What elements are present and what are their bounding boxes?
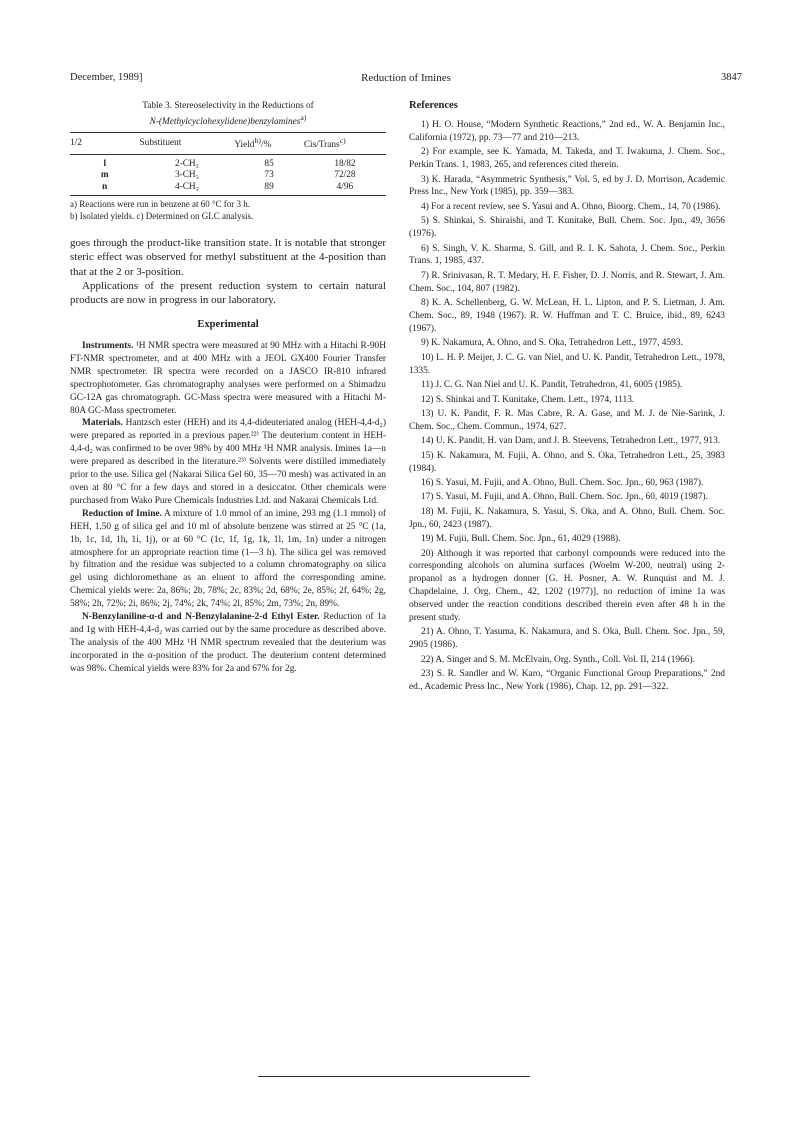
reference-item: 3) K. Harada, “Asymmetric Synthesis,” Vol. 5, ed by J. D. Morrison, Academic Press Inc., New York (1985), pp. 359—383. (409, 174, 725, 198)
table-caption-line1: Table 3. Stereoselectivity in the Reductions of (142, 101, 314, 111)
col-header-yield: Yield$^{b)}$/% (234, 133, 304, 155)
row-id: n (70, 182, 140, 196)
reference-item: 11) J. C. G. Nan Niel and U. K. Pandit, Tetrahedron, 41, 6005 (1985). (421, 380, 683, 391)
reference-item: 7) R. Srinivasan, R. T. Medary, H. F. Fisher, D. J. Norris, and R. Stewart, J. Am. Chem. Soc., 104, 807 (1982). (409, 270, 725, 294)
table-row (70, 182, 386, 196)
reference-item: 4) For a recent review, see S. Yasui and A. Ohno, Bioorg. Chem., 14, 70 (1986). (421, 201, 721, 212)
paragraph-text: A mixture of 1.0 mmol of an imine, 293 mg (1.1 mmol) of HEH, 1.50 g of silica gel and 10 ml of absolute benzene was stirred at 25 °C (1a, 1b, 1c, 1d, 1h, 1i, 1j), or at 60 °C (1c, 1f, 1g, 1k, 1l, 1m, 1n) under a nitrogen atmosphere for an appropriate reaction time (1—3 h). The silica gel was removed by filtration and the residue was subjected to a column chromatography on silica gel using dichloromethane as an eluent to afford the corresponding amine. Chemical yields were: 2a, 86%; 2b, 78%; 2c, 83%; 2d, 68%; 2e, 85%; 2f, 64%; 2g, 58%; 2h, 72%; 2i, 86%; 2j, 74%; 2k, 74%; 2l, 85%; 2m, 73%; 2n, 89%. (70, 508, 386, 610)
header-title: Reduction of Imines (361, 72, 451, 84)
reference-item: 8) K. A. Schellenberg, G. W. McLean, H. L. Lipton, and P. S. Lietman, J. Am. Chem. Soc., 89, 1948 (1967). R. W. Huffman and T. C. Bruice, ibid., 89, 6243 (1967). (409, 298, 725, 334)
reference-item: 17) S. Yasui, M. Fujii, and A. Ohno, Bull. Chem. Soc. Jpn., 60, 4019 (1987). (421, 492, 708, 503)
row-yield: 73 (264, 170, 274, 181)
paragraph-label: Reduction of Imine. (82, 508, 162, 519)
running-header (70, 72, 742, 86)
reference-list (409, 119, 725, 694)
body-paragraph: goes through the product-like transition state. It is notable that stronger steric effect was observed for methyl substituent at the 4-position than that at the 2 or 3-position. (70, 237, 386, 278)
reference-item: 2) For example, see K. Yamada, M. Takeda, and T. Iwakuma, J. Chem. Soc., Perkin Trans. 1, 1983, 265, and references cited therein. (409, 147, 725, 171)
reference-item: 15) K. Nakamura, M. Fujii, A. Ohno, and S. Oka, Tetrahedron Lett., 25, 3983 (1984). (409, 450, 725, 474)
paragraph-text: Hantzsch ester (HEH) and its 4,4-dideuteriated analog (HEH-4,4-d₂) were prepared as reported in a previous paper.²²⁾ The deuterium content in HEH-4,4-d₂ was confirmed to be over 98% by 400 MHz ¹H NMR analysis. Imines 1a—n were prepared as described in the literature.²³⁾ Solvents were distilled immediately prior to the use. Silica gel (Nakarai Silica Gel 60, 35—70 mesh) was activated in an oven at 80 °C for a few days and stored in a desiccator. Other chemicals were purchased from Wako Pure Chemicals Industries Ltd. and Nakarai Chemicals Ltd. (70, 418, 386, 506)
row-ratio: 72/28 (334, 170, 356, 181)
table-caption-line2: N-(Methylcyclohexylidene)benzylamines (149, 117, 301, 128)
reference-item: 10) L. H. P. Meijer, J. C. G. van Niel, and U. K. Pandit, Tetrahedron Lett., 1978, 1335. (409, 352, 725, 376)
table-caption (70, 100, 386, 128)
reference-item: 22) A. Singer and S. M. McElvain, Org. Synth., Coll. Vol. II, 214 (1966). (421, 654, 695, 665)
table-footnote-1: a) Reactions were run in benzene at 60 °C for 3 h. (70, 199, 251, 210)
table-row (70, 170, 386, 182)
reference-item: 21) A. Ohno, T. Yasuma, K. Nakamura, and S. Oka, Bull. Chem. Soc. Jpn., 59, 2905 (1986). (409, 627, 725, 651)
instruments-paragraph (70, 340, 386, 417)
table-header-row (70, 133, 386, 155)
table-footnote-2: b) Isolated yields. c) Determined on GLC analysis. (70, 210, 254, 221)
reference-item: 6) S. Singh, V. K. Sharma, S. Gill, and R. I. K. Sahota, J. Chem. Soc., Perkin Trans. 1, 1985, 437. (409, 243, 725, 267)
table-3 (70, 100, 386, 222)
paragraph-text: Reduction of 1a and 1g with HEH-4,4-d₂ was carried out by the same procedure as described above. The analysis of the 400 MHz ¹H NMR spectrum revealed that the deuterium was incorporated in the α-position of the product. The deuterium content determined was 98%. Chemical yields were 83% for 2a and 67% for 2g. (70, 612, 386, 674)
left-column (70, 100, 386, 676)
paragraph-text: ¹H NMR spectra were measured at 90 MHz with a Hitachi R-90H FT-NMR spectrometer, and at 400 MHz with a JEOL GX400 Fourier Transfer NMR spectrometer. IR spectra were recorded on a JASCO IR-810 infrared spectrophotometer. Gas chromatography analyses were performed on a Shimadzu GC-12A gas chromatograph. GC-Mass spectra were measured with a Hitachi M-80A GC-Mass spectrometer. (70, 341, 386, 416)
materials-paragraph (70, 417, 386, 507)
reference-item: 19) M. Fujii, Bull. Chem. Soc. Jpn., 61, 4029 (1988). (421, 534, 621, 545)
reference-item: 20) Although it was reported that carbonyl compounds were reduced into the corresponding alcohols on alumina surfaces (Woelm W-200, neutral) using 2-propanol as a hydrogen donner [G. H. Posner, A. W. Runquist and M. J. Chapdelaine, J. Org. Chem., 42, 1202 (1977)], no reduction of imine 1a was observed under the reaction conditions described therein even after 48 h in the present study. (409, 548, 725, 624)
row-substituent: 3-CH₃ (174, 170, 199, 181)
table-caption-sup: a) (300, 113, 307, 122)
reference-item: 1) H. O. House, “Modern Synthetic Reactions,” 2nd ed., W. A. Benjamin Inc., California (1972), pp. 73—77 and 210—213. (409, 119, 725, 143)
end-rule (258, 1076, 530, 1077)
reference-item: 12) S. Shinkai and T. Kunitake, Chem. Lett., 1974, 1113. (421, 394, 635, 405)
stereoselectivity-table (70, 132, 386, 196)
row-substituent: 4-CH₃ (140, 182, 235, 196)
reduction-paragraph (70, 508, 386, 611)
paragraph-label: N-Benzylaniline-α-d and N-Benzylalanine-2-d Ethyl Ester. (82, 612, 320, 623)
col-header-id: 1/2 (70, 133, 140, 155)
row-id: m (100, 170, 109, 181)
col-header-substituent: Substituent (140, 133, 235, 155)
reference-item: 5) S. Shinkai, S. Shiraishi, and T. Kunitake, Bull. Chem. Soc. Jpn., 49, 3656 (1976). (409, 216, 725, 240)
row-substituent: 2-CH₃ (174, 158, 199, 169)
section-heading-experimental: Experimental (197, 319, 259, 331)
reference-item: 16) S. Yasui, M. Fujii, and A. Ohno, Bull. Chem. Soc. Jpn., 60, 963 (1987). (421, 477, 704, 488)
table-row (70, 159, 386, 171)
row-yield: 85 (264, 158, 274, 169)
col-header-cis-trans: Cis/Trans$^{c)}$ (304, 133, 386, 155)
row-ratio: 4/96 (304, 182, 386, 196)
benzyl-paragraph (70, 611, 386, 676)
row-ratio: 18/82 (334, 158, 356, 169)
header-date: December, 1989] (70, 72, 143, 83)
paragraph-label: Instruments. (82, 341, 134, 352)
reference-item: 14) U. K. Pandit, H. van Dam, and J. B. Steevens, Tetrahedron Lett., 1977, 913. (421, 436, 721, 447)
page-number: 3847 (721, 72, 742, 83)
row-yield: 89 (234, 182, 304, 196)
body-paragraph: Applications of the present reduction system to certain natural products are now in progress in our laboratory. (70, 279, 386, 306)
paragraph-label: Materials. (82, 418, 123, 429)
reference-item: 9) K. Nakamura, A. Ohno, and S. Oka, Tetrahedron Lett., 1977, 4593. (421, 338, 683, 349)
references-heading: References (409, 100, 458, 111)
right-column (409, 100, 725, 695)
reference-item: 18) M. Fujii, K. Nakamura, S. Yasui, S. Oka, and A. Ohno, Bull. Chem. Soc. Jpn., 60, 2423 (1987). (409, 506, 725, 530)
reference-item: 13) U. K. Pandit, F. R. Mas Cabre, R. A. Gase, and M. J. de Nie-Sarink, J. Chem. Soc., Chem. Commun., 1974, 627. (409, 408, 725, 432)
reference-item: 23) S. R. Sandler and W. Karo, “Organic Functional Group Preparations,” 2nd ed., Academic Press Inc., New York (1986), Chap. 12, pp. 291—322. (409, 669, 725, 693)
row-id: l (103, 158, 107, 169)
